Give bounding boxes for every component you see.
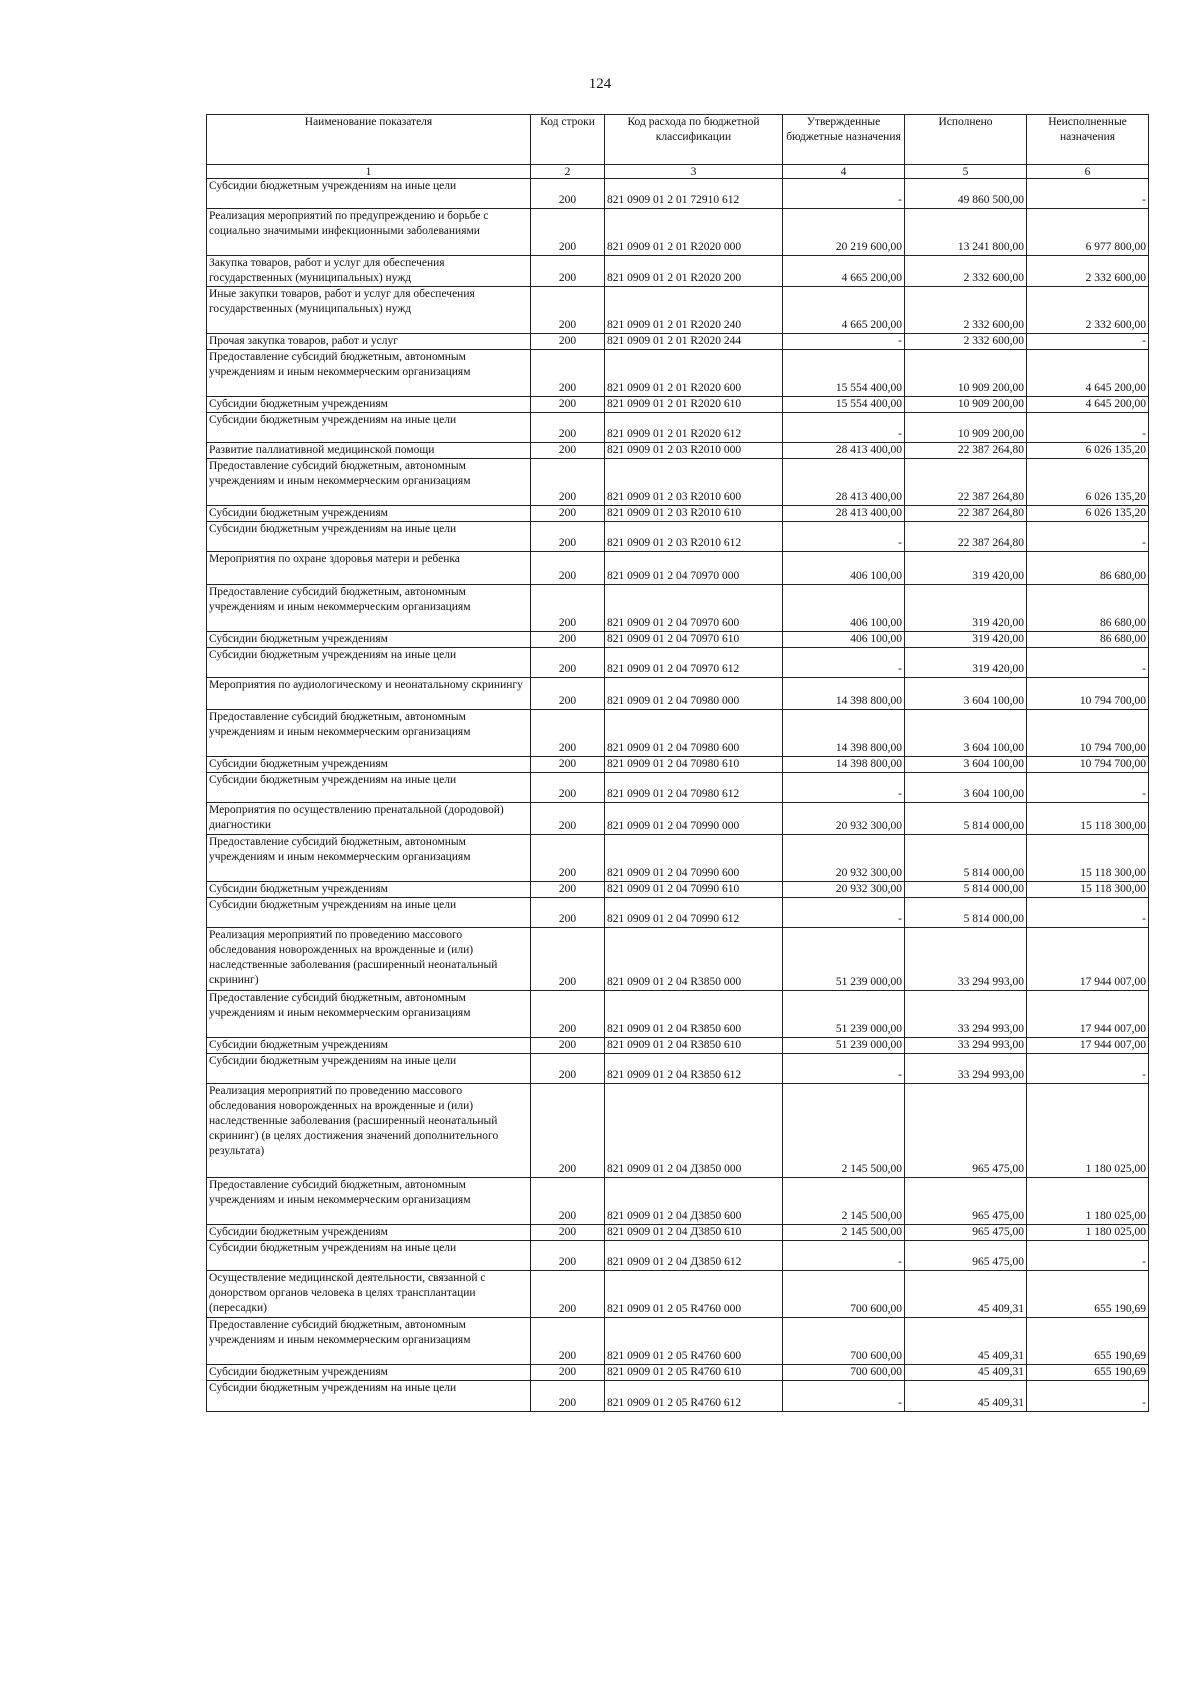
row-name: Субсидии бюджетным учреждениям [207,397,531,413]
row-line-code: 200 [531,991,605,1038]
row-expense-code: 821 0909 01 2 04 70980 600 [605,710,783,757]
table-row [207,256,1149,287]
row-executed: 5 814 000,00 [905,803,1027,835]
row-name: Субсидии бюджетным учреждениям на иные цели [207,413,531,443]
row-approved: 51 239 000,00 [783,1038,905,1054]
row-line-code: 200 [531,757,605,773]
table-row [207,803,1149,835]
row-approved: - [783,522,905,552]
row-line-code: 200 [531,459,605,506]
row-expense-code: 821 0909 01 2 03 R2010 600 [605,459,783,506]
row-line-code: 200 [531,413,605,443]
row-name: Предоставление субсидий бюджетным, автономным учреждениям и иным некоммерческим организациям [207,1318,531,1365]
row-name: Субсидии бюджетным учреждениям на иные цели [207,1381,531,1412]
table-row [207,928,1149,991]
row-unexecuted: 4 645 200,00 [1027,397,1149,413]
column-number: 2 [531,165,605,179]
row-name: Прочая закупка товаров, работ и услуг [207,334,531,350]
row-executed: 965 475,00 [905,1084,1027,1178]
row-expense-code: 821 0909 01 2 04 Д3850 612 [605,1241,783,1271]
row-line-code: 200 [531,287,605,334]
table-row [207,882,1149,898]
row-line-code: 200 [531,1271,605,1318]
row-line-code: 200 [531,256,605,287]
row-approved: 2 145 500,00 [783,1178,905,1225]
row-name: Субсидии бюджетным учреждениям [207,1225,531,1241]
row-expense-code: 821 0909 01 2 01 R2020 000 [605,209,783,256]
row-unexecuted: 1 180 025,00 [1027,1084,1149,1178]
table-row [207,397,1149,413]
row-unexecuted: 2 332 600,00 [1027,287,1149,334]
row-expense-code: 821 0909 01 2 01 R2020 612 [605,413,783,443]
row-executed: 319 420,00 [905,552,1027,585]
row-name: Субсидии бюджетным учреждениям [207,882,531,898]
row-unexecuted: 17 944 007,00 [1027,928,1149,991]
row-expense-code: 821 0909 01 2 04 70970 000 [605,552,783,585]
row-approved: 20 932 300,00 [783,803,905,835]
row-name: Мероприятия по аудиологическому и неонатальному скринингу [207,678,531,710]
row-name: Реализация мероприятий по предупреждению и борьбе с социально значимыми инфекционными заболеваниями [207,209,531,256]
table-row [207,552,1149,585]
row-unexecuted: 1 180 025,00 [1027,1225,1149,1241]
row-executed: 965 475,00 [905,1241,1027,1271]
row-expense-code: 821 0909 01 2 01 R2020 240 [605,287,783,334]
row-unexecuted: - [1027,773,1149,803]
row-approved: - [783,1381,905,1412]
row-name: Предоставление субсидий бюджетным, автономным учреждениям и иным некоммерческим организациям [207,991,531,1038]
row-name: Субсидии бюджетным учреждениям на иные цели [207,1241,531,1271]
row-line-code: 200 [531,678,605,710]
table-row [207,1084,1149,1178]
row-unexecuted: 17 944 007,00 [1027,991,1149,1038]
row-name: Предоставление субсидий бюджетным, автономным учреждениям и иным некоммерческим организациям [207,1178,531,1225]
row-executed: 3 604 100,00 [905,773,1027,803]
table-row [207,773,1149,803]
row-expense-code: 821 0909 01 2 05 R4760 600 [605,1318,783,1365]
table-row [207,648,1149,678]
table-row [207,1381,1149,1412]
row-expense-code: 821 0909 01 2 04 R3850 610 [605,1038,783,1054]
table-row [207,898,1149,928]
row-executed: 22 387 264,80 [905,522,1027,552]
table-row [207,459,1149,506]
header-unexecuted: Неисполненные назначения [1027,115,1149,165]
row-line-code: 200 [531,1054,605,1084]
row-line-code: 200 [531,928,605,991]
row-name: Субсидии бюджетным учреждениям на иные цели [207,522,531,552]
row-expense-code: 821 0909 01 2 01 R2020 244 [605,334,783,350]
header-executed: Исполнено [905,115,1027,165]
row-unexecuted: 6 977 800,00 [1027,209,1149,256]
table-row [207,835,1149,882]
table-row [207,179,1149,209]
row-line-code: 200 [531,773,605,803]
row-line-code: 200 [531,835,605,882]
row-expense-code: 821 0909 01 2 05 R4760 000 [605,1271,783,1318]
row-name: Субсидии бюджетным учреждениям на иные цели [207,648,531,678]
row-unexecuted: 655 190,69 [1027,1318,1149,1365]
row-expense-code: 821 0909 01 2 04 70990 610 [605,882,783,898]
row-unexecuted: 10 794 700,00 [1027,757,1149,773]
row-unexecuted: - [1027,648,1149,678]
row-unexecuted: 86 680,00 [1027,585,1149,632]
row-approved: 4 665 200,00 [783,287,905,334]
header-name: Наименование показателя [207,115,531,165]
row-expense-code: 821 0909 01 2 04 70980 000 [605,678,783,710]
row-name: Субсидии бюджетным учреждениям [207,1038,531,1054]
row-approved: 28 413 400,00 [783,443,905,459]
row-expense-code: 821 0909 01 2 03 R2010 612 [605,522,783,552]
row-unexecuted: - [1027,898,1149,928]
table-header [207,115,1149,179]
column-number: 1 [207,165,531,179]
row-unexecuted: 4 645 200,00 [1027,350,1149,397]
row-name: Мероприятия по охране здоровья матери и ребенка [207,552,531,585]
row-executed: 45 409,31 [905,1318,1027,1365]
row-approved: - [783,179,905,209]
table-row [207,678,1149,710]
row-approved: 406 100,00 [783,632,905,648]
row-executed: 5 814 000,00 [905,882,1027,898]
table-row [207,209,1149,256]
row-line-code: 200 [531,1365,605,1381]
row-executed: 22 387 264,80 [905,443,1027,459]
row-line-code: 200 [531,632,605,648]
row-approved: 14 398 800,00 [783,710,905,757]
row-executed: 319 420,00 [905,632,1027,648]
row-expense-code: 821 0909 01 2 04 R3850 000 [605,928,783,991]
row-approved: 20 219 600,00 [783,209,905,256]
row-expense-code: 821 0909 01 2 04 Д3850 610 [605,1225,783,1241]
row-unexecuted: - [1027,522,1149,552]
row-expense-code: 821 0909 01 2 05 R4760 610 [605,1365,783,1381]
row-unexecuted: - [1027,413,1149,443]
table-row [207,1318,1149,1365]
row-executed: 5 814 000,00 [905,835,1027,882]
row-name: Субсидии бюджетным учреждениям [207,757,531,773]
row-line-code: 200 [531,898,605,928]
row-approved: - [783,334,905,350]
row-executed: 33 294 993,00 [905,991,1027,1038]
row-name: Предоставление субсидий бюджетным, автономным учреждениям и иным некоммерческим организациям [207,585,531,632]
row-executed: 45 409,31 [905,1271,1027,1318]
row-executed: 319 420,00 [905,585,1027,632]
table-row [207,1241,1149,1271]
header-approved: Утвержденные бюджетные назначения [783,115,905,165]
row-expense-code: 821 0909 01 2 03 R2010 000 [605,443,783,459]
row-approved: 15 554 400,00 [783,397,905,413]
row-line-code: 200 [531,1178,605,1225]
row-approved: 700 600,00 [783,1318,905,1365]
row-expense-code: 821 0909 01 2 04 Д3850 000 [605,1084,783,1178]
row-unexecuted: - [1027,179,1149,209]
row-approved: - [783,898,905,928]
row-expense-code: 821 0909 01 2 01 72910 612 [605,179,783,209]
row-line-code: 200 [531,1381,605,1412]
row-approved: 14 398 800,00 [783,678,905,710]
row-executed: 10 909 200,00 [905,397,1027,413]
row-line-code: 200 [531,1225,605,1241]
row-expense-code: 821 0909 01 2 04 70990 000 [605,803,783,835]
row-expense-code: 821 0909 01 2 05 R4760 612 [605,1381,783,1412]
row-approved: 51 239 000,00 [783,928,905,991]
row-executed: 33 294 993,00 [905,1038,1027,1054]
row-expense-code: 821 0909 01 2 04 70980 610 [605,757,783,773]
row-expense-code: 821 0909 01 2 01 R2020 600 [605,350,783,397]
row-executed: 319 420,00 [905,648,1027,678]
row-line-code: 200 [531,209,605,256]
row-line-code: 200 [531,350,605,397]
row-unexecuted: 15 118 300,00 [1027,803,1149,835]
table-row [207,413,1149,443]
header-line-code: Код строки [531,115,605,165]
column-number: 3 [605,165,783,179]
row-name: Предоставление субсидий бюджетным, автономным учреждениям и иным некоммерческим организациям [207,710,531,757]
row-approved: 406 100,00 [783,585,905,632]
row-name: Иные закупки товаров, работ и услуг для обеспечения государственных (муниципальных) нужд [207,287,531,334]
row-unexecuted: 6 026 135,20 [1027,506,1149,522]
table-row [207,1038,1149,1054]
row-line-code: 200 [531,179,605,209]
row-expense-code: 821 0909 01 2 04 70990 600 [605,835,783,882]
row-executed: 45 409,31 [905,1365,1027,1381]
row-unexecuted: - [1027,1381,1149,1412]
table-row [207,632,1149,648]
row-line-code: 200 [531,803,605,835]
row-unexecuted: - [1027,1054,1149,1084]
row-approved: 2 145 500,00 [783,1084,905,1178]
row-line-code: 200 [531,710,605,757]
row-executed: 2 332 600,00 [905,287,1027,334]
row-expense-code: 821 0909 01 2 04 R3850 612 [605,1054,783,1084]
row-executed: 3 604 100,00 [905,710,1027,757]
table-row [207,1178,1149,1225]
table-row [207,334,1149,350]
row-executed: 2 332 600,00 [905,256,1027,287]
row-approved: 28 413 400,00 [783,459,905,506]
column-number: 6 [1027,165,1149,179]
row-expense-code: 821 0909 01 2 04 70970 610 [605,632,783,648]
row-expense-code: 821 0909 01 2 04 70970 612 [605,648,783,678]
table-body [207,179,1149,1412]
column-number: 5 [905,165,1027,179]
row-unexecuted: 6 026 135,20 [1027,443,1149,459]
row-line-code: 200 [531,648,605,678]
page-number: 124 [588,76,612,92]
row-unexecuted: 10 794 700,00 [1027,710,1149,757]
row-name: Субсидии бюджетным учреждениям на иные цели [207,179,531,209]
row-name: Осуществление медицинской деятельности, связанной с донорством органов человека в целях трансплантации (пересадки) [207,1271,531,1318]
row-expense-code: 821 0909 01 2 04 70980 612 [605,773,783,803]
row-name: Реализация мероприятий по проведению массового обследования новорожденных на врожденные и (или) наследственные заболевания (расширенный неонатальный скрининг) [207,928,531,991]
table-row [207,350,1149,397]
header-expense-code: Код расхода по бюджетной классификации [605,115,783,165]
row-line-code: 200 [531,1038,605,1054]
row-executed: 3 604 100,00 [905,678,1027,710]
row-name: Предоставление субсидий бюджетным, автономным учреждениям и иным некоммерческим организациям [207,350,531,397]
row-name: Предоставление субсидий бюджетным, автономным учреждениям и иным некоммерческим организациям [207,835,531,882]
row-unexecuted: 17 944 007,00 [1027,1038,1149,1054]
row-name: Субсидии бюджетным учреждениям [207,506,531,522]
row-unexecuted: - [1027,1241,1149,1271]
row-approved: - [783,773,905,803]
row-name: Развитие паллиативной медицинской помощи [207,443,531,459]
row-executed: 965 475,00 [905,1225,1027,1241]
row-unexecuted: 86 680,00 [1027,632,1149,648]
row-expense-code: 821 0909 01 2 03 R2010 610 [605,506,783,522]
row-approved: 15 554 400,00 [783,350,905,397]
row-executed: 10 909 200,00 [905,413,1027,443]
row-approved: 20 932 300,00 [783,835,905,882]
budget-execution-table [206,114,1149,1412]
row-line-code: 200 [531,443,605,459]
table-row [207,1054,1149,1084]
row-expense-code: 821 0909 01 2 01 R2020 610 [605,397,783,413]
row-executed: 3 604 100,00 [905,757,1027,773]
row-unexecuted: 86 680,00 [1027,552,1149,585]
row-line-code: 200 [531,397,605,413]
row-unexecuted: 2 332 600,00 [1027,256,1149,287]
row-name: Предоставление субсидий бюджетным, автономным учреждениям и иным некоммерческим организациям [207,459,531,506]
row-name: Субсидии бюджетным учреждениям [207,632,531,648]
row-executed: 2 332 600,00 [905,334,1027,350]
table-row [207,991,1149,1038]
row-unexecuted: - [1027,334,1149,350]
row-line-code: 200 [531,334,605,350]
table-row [207,1365,1149,1381]
row-unexecuted: 655 190,69 [1027,1365,1149,1381]
row-name: Субсидии бюджетным учреждениям на иные цели [207,773,531,803]
table-row [207,522,1149,552]
row-line-code: 200 [531,552,605,585]
table-row [207,585,1149,632]
row-approved: - [783,413,905,443]
row-executed: 10 909 200,00 [905,350,1027,397]
row-line-code: 200 [531,522,605,552]
row-approved: 20 932 300,00 [783,882,905,898]
row-approved: - [783,1241,905,1271]
row-unexecuted: 655 190,69 [1027,1271,1149,1318]
row-name: Субсидии бюджетным учреждениям [207,1365,531,1381]
row-executed: 13 241 800,00 [905,209,1027,256]
column-numbers-row [207,165,1149,179]
row-unexecuted: 10 794 700,00 [1027,678,1149,710]
row-approved: 406 100,00 [783,552,905,585]
row-approved: - [783,648,905,678]
table-row [207,757,1149,773]
row-line-code: 200 [531,1084,605,1178]
row-line-code: 200 [531,506,605,522]
row-approved: 28 413 400,00 [783,506,905,522]
row-executed: 33 294 993,00 [905,1054,1027,1084]
row-line-code: 200 [531,1241,605,1271]
row-name: Реализация мероприятий по проведению массового обследования новорожденных на врожденные и (или) наследственные заболевания (расширенный неонатальный скрининг) (в целях достижения значений дополнительного результата) [207,1084,531,1178]
row-name: Субсидии бюджетным учреждениям на иные цели [207,898,531,928]
table-row [207,710,1149,757]
row-approved: 51 239 000,00 [783,991,905,1038]
table-row [207,443,1149,459]
row-expense-code: 821 0909 01 2 01 R2020 200 [605,256,783,287]
row-approved: 4 665 200,00 [783,256,905,287]
row-name: Мероприятия по осуществлению пренатальной (дородовой) диагностики [207,803,531,835]
row-executed: 5 814 000,00 [905,898,1027,928]
row-executed: 45 409,31 [905,1381,1027,1412]
row-approved: - [783,1054,905,1084]
row-executed: 22 387 264,80 [905,459,1027,506]
row-expense-code: 821 0909 01 2 04 R3850 600 [605,991,783,1038]
row-name: Закупка товаров, работ и услуг для обеспечения государственных (муниципальных) нужд [207,256,531,287]
row-unexecuted: 15 118 300,00 [1027,882,1149,898]
row-line-code: 200 [531,1318,605,1365]
row-executed: 965 475,00 [905,1178,1027,1225]
row-expense-code: 821 0909 01 2 04 70990 612 [605,898,783,928]
row-line-code: 200 [531,882,605,898]
row-approved: 14 398 800,00 [783,757,905,773]
row-executed: 49 860 500,00 [905,179,1027,209]
row-approved: 700 600,00 [783,1271,905,1318]
table-row [207,1271,1149,1318]
row-executed: 33 294 993,00 [905,928,1027,991]
row-name: Субсидии бюджетным учреждениям на иные цели [207,1054,531,1084]
row-unexecuted: 6 026 135,20 [1027,459,1149,506]
row-expense-code: 821 0909 01 2 04 Д3850 600 [605,1178,783,1225]
row-unexecuted: 15 118 300,00 [1027,835,1149,882]
row-unexecuted: 1 180 025,00 [1027,1178,1149,1225]
table-row [207,1225,1149,1241]
row-expense-code: 821 0909 01 2 04 70970 600 [605,585,783,632]
column-number: 4 [783,165,905,179]
table-row [207,287,1149,334]
row-executed: 22 387 264,80 [905,506,1027,522]
table-row [207,506,1149,522]
row-line-code: 200 [531,585,605,632]
row-approved: 2 145 500,00 [783,1225,905,1241]
row-approved: 700 600,00 [783,1365,905,1381]
